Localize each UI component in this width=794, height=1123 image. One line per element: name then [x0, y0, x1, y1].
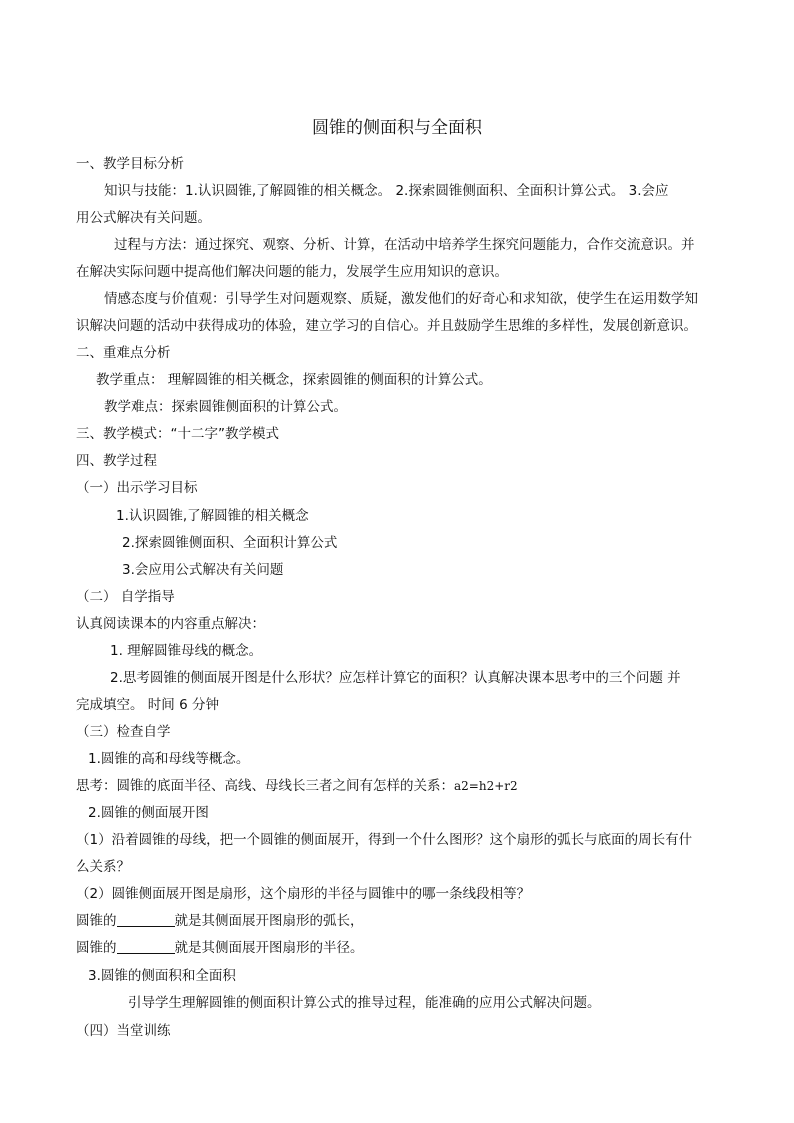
paragraph-line: 识解决问题的活动中获得成功的体验，建立学习的自信心。并且鼓励学生思维的多样性，发展创新意识。: [76, 318, 697, 334]
subsection-heading-4: （四）当堂训练: [76, 1023, 171, 1039]
subsection-heading-1: （一）出示学习目标: [76, 480, 198, 496]
paragraph-line: 在解决实际问题中提高他们解决问题的能力，发展学生应用知识的意识。: [76, 264, 508, 280]
paragraph-line: 完成填空。 时间 6 分钟: [76, 697, 219, 713]
paragraph-line: 教学重点： 理解圆锥的相关概念，探索圆锥的侧面积的计算公式。: [96, 372, 492, 388]
fill-suffix: 就是其侧面展开图扇形的半径。: [174, 940, 364, 956]
paragraph-line: 么关系？: [76, 859, 130, 875]
list-item: 2.圆锥的侧面展开图: [88, 805, 209, 821]
list-item: 3.圆锥的侧面积和全面积: [88, 968, 236, 984]
paragraph-line: （2）圆锥侧面展开图是扇形，这个扇形的半径与圆锥中的哪一条线段相等？: [76, 886, 531, 902]
think-text: 思考：圆锥的底面半径、高线、母线长三者之间有怎样的关系：: [76, 778, 454, 794]
fill-prefix: 圆锥的: [76, 913, 117, 929]
list-item: 2.探索圆锥侧面积、全面积计算公式: [122, 535, 338, 551]
subsection-heading-2: （二） 自学指导: [76, 589, 175, 605]
paragraph-line: （1）沿着圆锥的母线，把一个圆锥的侧面展开，得到一个什么图形？这个扇形的弧长与底面的周长有什: [76, 832, 693, 848]
fill-blank[interactable]: [117, 912, 175, 927]
paragraph-line: 教学难点：探索圆锥侧面积的计算公式。: [104, 399, 347, 415]
fill-in-line: [76, 938, 364, 958]
list-item: 3.会应用公式解决有关问题: [122, 562, 284, 578]
subsection-heading-3: （三）检查自学: [76, 724, 171, 740]
fill-suffix: 就是其侧面展开图扇形的弧长，: [174, 913, 364, 929]
section-heading-3: 三、教学模式：“十二字”教学模式: [76, 426, 279, 442]
paragraph-line: 引导学生理解圆锥的侧面积计算公式的推导过程，能准确的应用公式解决问题。: [128, 995, 601, 1011]
section-heading-1: 一、教学目标分析: [76, 156, 184, 172]
section-heading-2: 二、重难点分析: [76, 345, 171, 361]
document-title: 圆锥的侧面积与全面积: [312, 118, 482, 138]
list-item: 1.认识圆锥,了解圆锥的相关概念: [116, 508, 309, 524]
fill-blank[interactable]: [117, 939, 175, 954]
list-item: 2.思考圆锥的侧面展开图是什么形状？应怎样计算它的面积？认真解决课本思考中的三个问题 并: [110, 670, 681, 686]
paragraph-line: 认真阅读课本的内容重点解决：: [76, 616, 265, 632]
list-item: 1.圆锥的高和母线等概念。: [88, 751, 250, 767]
paragraph-line: 知识与技能：1.认识圆锥,了解圆锥的相关概念。 2.探索圆锥侧面积、全面积计算公式。 3.会应: [104, 183, 669, 199]
paragraph-line: 情感态度与价值观：引导学生对问题观察、质疑，激发他们的好奇心和求知欲，使学生在运用数学知: [104, 291, 698, 307]
paragraph-line: [76, 776, 518, 796]
formula-text: a2=h2+r2: [454, 779, 518, 793]
paragraph-line: 过程与方法：通过探究、观察、分析、计算，在活动中培养学生探究问题能力，合作交流意识。并: [114, 237, 695, 253]
list-item: 1. 理解圆锥母线的概念。: [110, 643, 263, 659]
section-heading-4: 四、教学过程: [76, 453, 157, 469]
fill-prefix: 圆锥的: [76, 940, 117, 956]
fill-in-line: [76, 911, 364, 931]
paragraph-line: 用公式解决有关问题。: [76, 210, 211, 226]
